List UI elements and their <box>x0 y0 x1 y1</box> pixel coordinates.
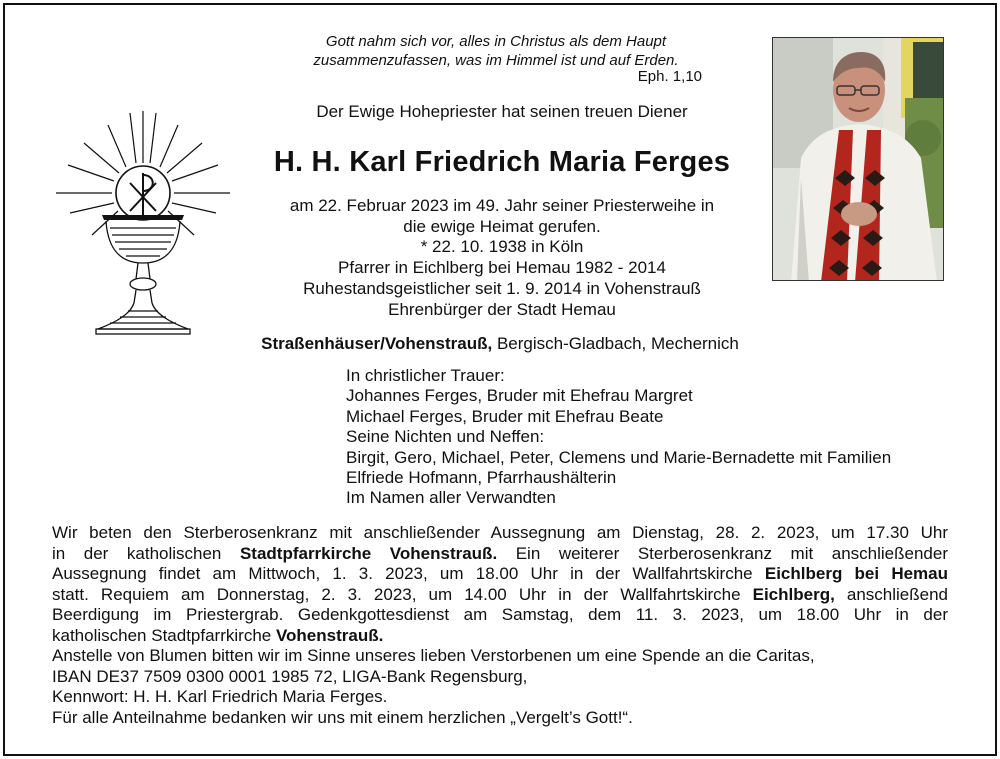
chalice-chi-rho-icon <box>52 103 234 343</box>
bio-line: Pfarrer in Eichlberg bei Hemau 1982 - 2014 <box>338 258 666 278</box>
bio-line: Ruhestandsgeistlicher seit 1. 9. 2014 in Vohenstrauß <box>303 278 701 298</box>
bio-line: Ehrenbürger der Stadt Hemau <box>388 299 616 319</box>
bible-quote-reference: Eph. 1,10 <box>637 68 702 85</box>
places-bold: Straßenhäuser/Vohenstrauß, <box>261 334 493 353</box>
notice-line-9: Kennwort: H. H. Karl Friedrich Maria Ferges. <box>52 687 388 706</box>
notice-line-2: in der katholischen Stadtpfarrkirche Vohenstrauß. Ein weiterer Sterberosenkranz mit anschließender <box>52 543 948 563</box>
intro-line: Der Ewige Hohepriester hat seinen treuen Diener <box>316 102 688 121</box>
notice-line-3: Aussegnung findet am Mittwoch, 1. 3. 2023, um 18.00 Uhr in der Wallfahrtskirche Eichlberg bei Hemau <box>52 564 949 583</box>
mourner-line: Michael Ferges, Bruder mit Ehefrau Beate <box>346 406 664 426</box>
notice-line-5: Beerdigung im Priestergrab. Gedenkgottesdienst am Samstag, dem 11. 3. 2023, um 18.00 Uhr in der <box>52 605 948 624</box>
mourners-list <box>346 366 966 509</box>
notice-line-8: IBAN DE37 7509 0300 0001 1985 72, LIGA-Bank Regensburg, <box>52 666 528 686</box>
bio-line: * 22. 10. 1938 in Köln <box>420 237 584 257</box>
priest-portrait-image <box>773 38 944 281</box>
bible-quote-line-1: Gott nahm sich vor, alles in Christus als dem Haupt <box>325 33 667 50</box>
deceased-name: H. H. Karl Friedrich Maria Ferges <box>273 146 731 178</box>
notice-line-7: Anstelle von Blumen bitten wir im Sinne unseres lieben Verstorbenen um eine Spende an die Caritas, <box>52 646 815 665</box>
mourner-line: Elfriede Hofmann, Pfarrhaushälterin <box>346 468 617 488</box>
notice-line-4: statt. Requiem am Donnerstag, 2. 3. 2023, um 14.00 Uhr in der Wallfahrtskirche Eichlberg, anschließend <box>52 584 949 604</box>
notice-line-10: Für alle Anteilnahme bedanken wir uns mit einem herzlichen „Vergelt’s Gott!“. <box>52 707 633 727</box>
notice-line-1: Wir beten den Sterberosenkranz mit anschließender Aussegnung am Dienstag, 28. 2. 2023, um 17.30 Uhr <box>52 523 948 542</box>
mourner-line: Im Namen aller Verwandten <box>346 488 556 508</box>
biography <box>230 196 774 320</box>
mourner-line: In christlicher Trauer: <box>346 366 505 385</box>
bio-line: die ewige Heimat gerufen. <box>403 216 601 236</box>
mourner-line: Johannes Ferges, Bruder mit Ehefrau Margret <box>346 386 693 406</box>
notice-line-6: katholischen Stadtpfarrkirche Vohenstrauß. <box>52 625 384 645</box>
service-notice <box>52 523 948 728</box>
places-rest: Bergisch-Gladbach, Mechernich <box>492 334 739 353</box>
mourner-line: Birgit, Gero, Michael, Peter, Clemens und Marie-Bernadette mit Familien <box>346 447 892 467</box>
bio-line: am 22. Februar 2023 im 49. Jahr seiner Priesterweihe in <box>289 196 715 215</box>
mourner-line: Seine Nichten und Neffen: <box>346 427 545 447</box>
bible-quote-line-2: zusammenzufassen, was im Himmel ist und auf Erden. <box>313 52 679 69</box>
places-line <box>150 334 850 354</box>
portrait-photo <box>772 37 944 281</box>
bible-quote <box>290 32 702 70</box>
